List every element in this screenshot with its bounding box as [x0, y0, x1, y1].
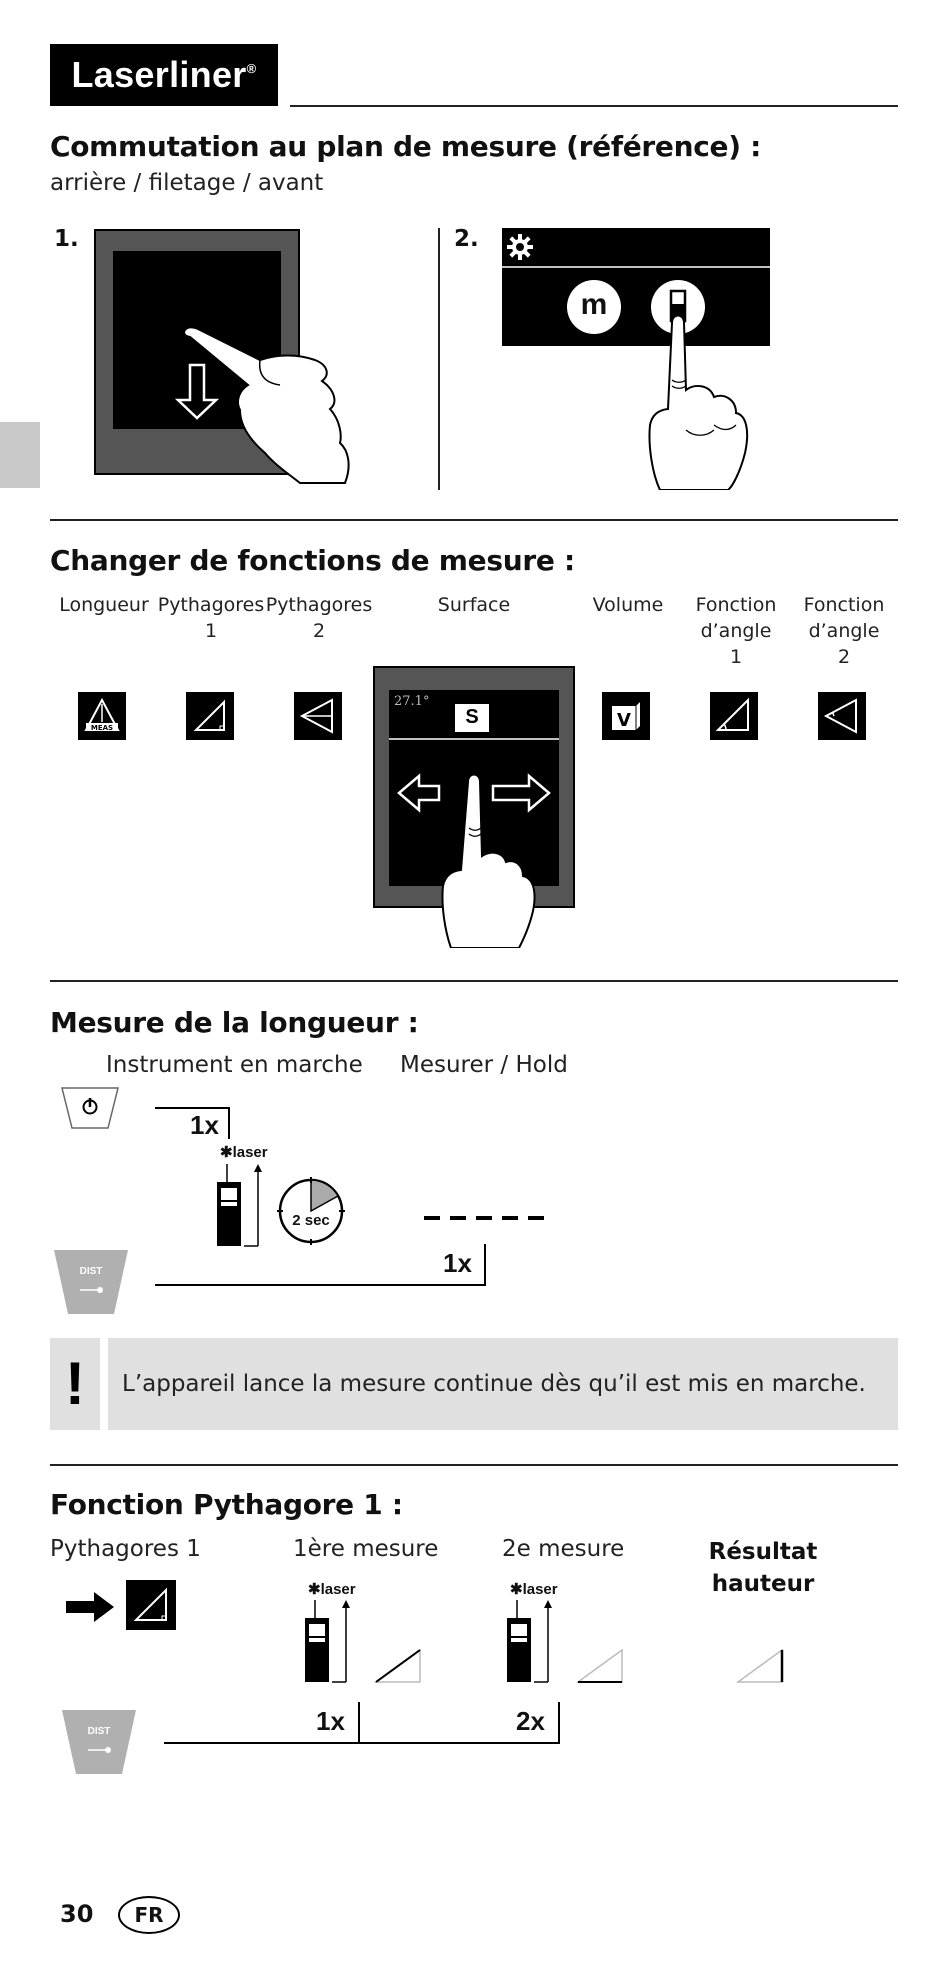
length-icon [78, 692, 126, 740]
brand-reg: ® [246, 61, 257, 76]
label-measure-hold: Mesurer / Hold [400, 1052, 568, 1078]
triangle-hypotenuse-icon [372, 1646, 424, 1686]
laser-device-icon [504, 1598, 558, 1684]
press-count-1: 1x [190, 1110, 219, 1140]
angle1-icon [710, 692, 758, 740]
function-label-angle2: Fonction d’angle 2 [803, 594, 885, 668]
timeline-top-tick [228, 1107, 230, 1139]
timeline-bottom [155, 1284, 485, 1286]
timeline-tick-1 [358, 1702, 360, 1744]
section1-title: Commutation au plan de mesure (référence) : [50, 130, 762, 163]
notice-box [50, 1338, 898, 1430]
brand-name: Laserliner [71, 54, 247, 95]
meas-text: MEAS [90, 724, 114, 732]
laser-label: ✱laser [308, 1581, 356, 1598]
press-count-2: 2x [516, 1706, 545, 1736]
notice-text: L’appareil lance la mesure continue dès qu’il est mis en marche. [108, 1338, 898, 1430]
laser-star: ✱ [220, 1144, 233, 1161]
timeline-bottom-tick [484, 1244, 486, 1286]
triangle-base-icon [574, 1646, 626, 1686]
step1-illustration [90, 225, 350, 490]
laser-device-icon [302, 1598, 356, 1684]
step-2-label: 2. [454, 226, 479, 252]
laser-label: ✱laser [220, 1144, 268, 1161]
section3-title: Mesure de la longueur : [50, 1006, 419, 1039]
timeline-bottom [164, 1742, 560, 1744]
volume-icon [602, 692, 650, 740]
gear-icon [507, 234, 533, 260]
pythagoras1-icon [126, 1580, 176, 1630]
side-tab [0, 422, 40, 488]
section4-title: Fonction Pythagore 1 : [50, 1488, 403, 1521]
step2-illustration [500, 225, 780, 490]
timer-label: 2 sec [292, 1212, 330, 1229]
label-pythagoras1: Pythagores 1 [50, 1536, 201, 1562]
language-badge: FR [118, 1896, 180, 1934]
laser-label: ✱laser [510, 1581, 558, 1598]
arrow-right-icon [64, 1590, 116, 1624]
section1-subtitle: arrière / filetage / avant [50, 170, 324, 196]
warning-icon: ! [65, 1350, 85, 1417]
screen-mode-label: S [465, 706, 479, 728]
press-count-2: 1x [443, 1248, 472, 1278]
dist-button-label: DIST [79, 1266, 103, 1277]
angle2-icon [818, 692, 866, 740]
function-label-angle1: Fonction d’angle 1 [695, 594, 777, 668]
divider [50, 1464, 898, 1466]
dist-button-label: DIST [87, 1726, 111, 1737]
continuous-measure-dashes [424, 1216, 544, 1220]
step-1-label: 1. [54, 226, 79, 252]
function-label-length: Longueur [59, 594, 149, 616]
dist-button [62, 1710, 136, 1774]
function-label-pythagoras1: Pythagores 1 [157, 594, 265, 642]
label-instrument-on: Instrument en marche [106, 1052, 363, 1078]
label-second-measure: 2e mesure [502, 1536, 625, 1562]
divider [50, 519, 898, 521]
timeline-tick-2 [558, 1702, 560, 1744]
volume-icon-text: V [617, 710, 631, 731]
pythagoras2-icon [294, 692, 342, 740]
page-number: 30 [60, 1900, 94, 1928]
press-count-1: 1x [316, 1706, 345, 1736]
divider [50, 980, 898, 982]
label-result: Résultat hauteur [708, 1539, 818, 1597]
settings-screen [502, 228, 770, 346]
function-label-volume: Volume [592, 594, 664, 616]
timeline-top [155, 1107, 229, 1109]
power-button [60, 1086, 120, 1130]
divider-vertical [438, 228, 440, 490]
section2-title: Changer de fonctions de mesure : [50, 544, 575, 577]
laser-device-icon [214, 1162, 268, 1248]
timer-icon [276, 1176, 346, 1246]
pythagoras1-icon [186, 692, 234, 740]
function-label-surface: Surface [437, 594, 511, 616]
triangle-height-icon [734, 1646, 786, 1686]
header-rule [290, 105, 898, 107]
brand-logo [50, 44, 278, 106]
screen-angle-readout: 27.1° [394, 694, 430, 709]
dist-button [54, 1250, 128, 1314]
unit-button-label: m [580, 288, 608, 321]
label-first-measure: 1ère mesure [293, 1536, 439, 1562]
function-label-pythagoras2: Pythagores 2 [265, 594, 373, 642]
